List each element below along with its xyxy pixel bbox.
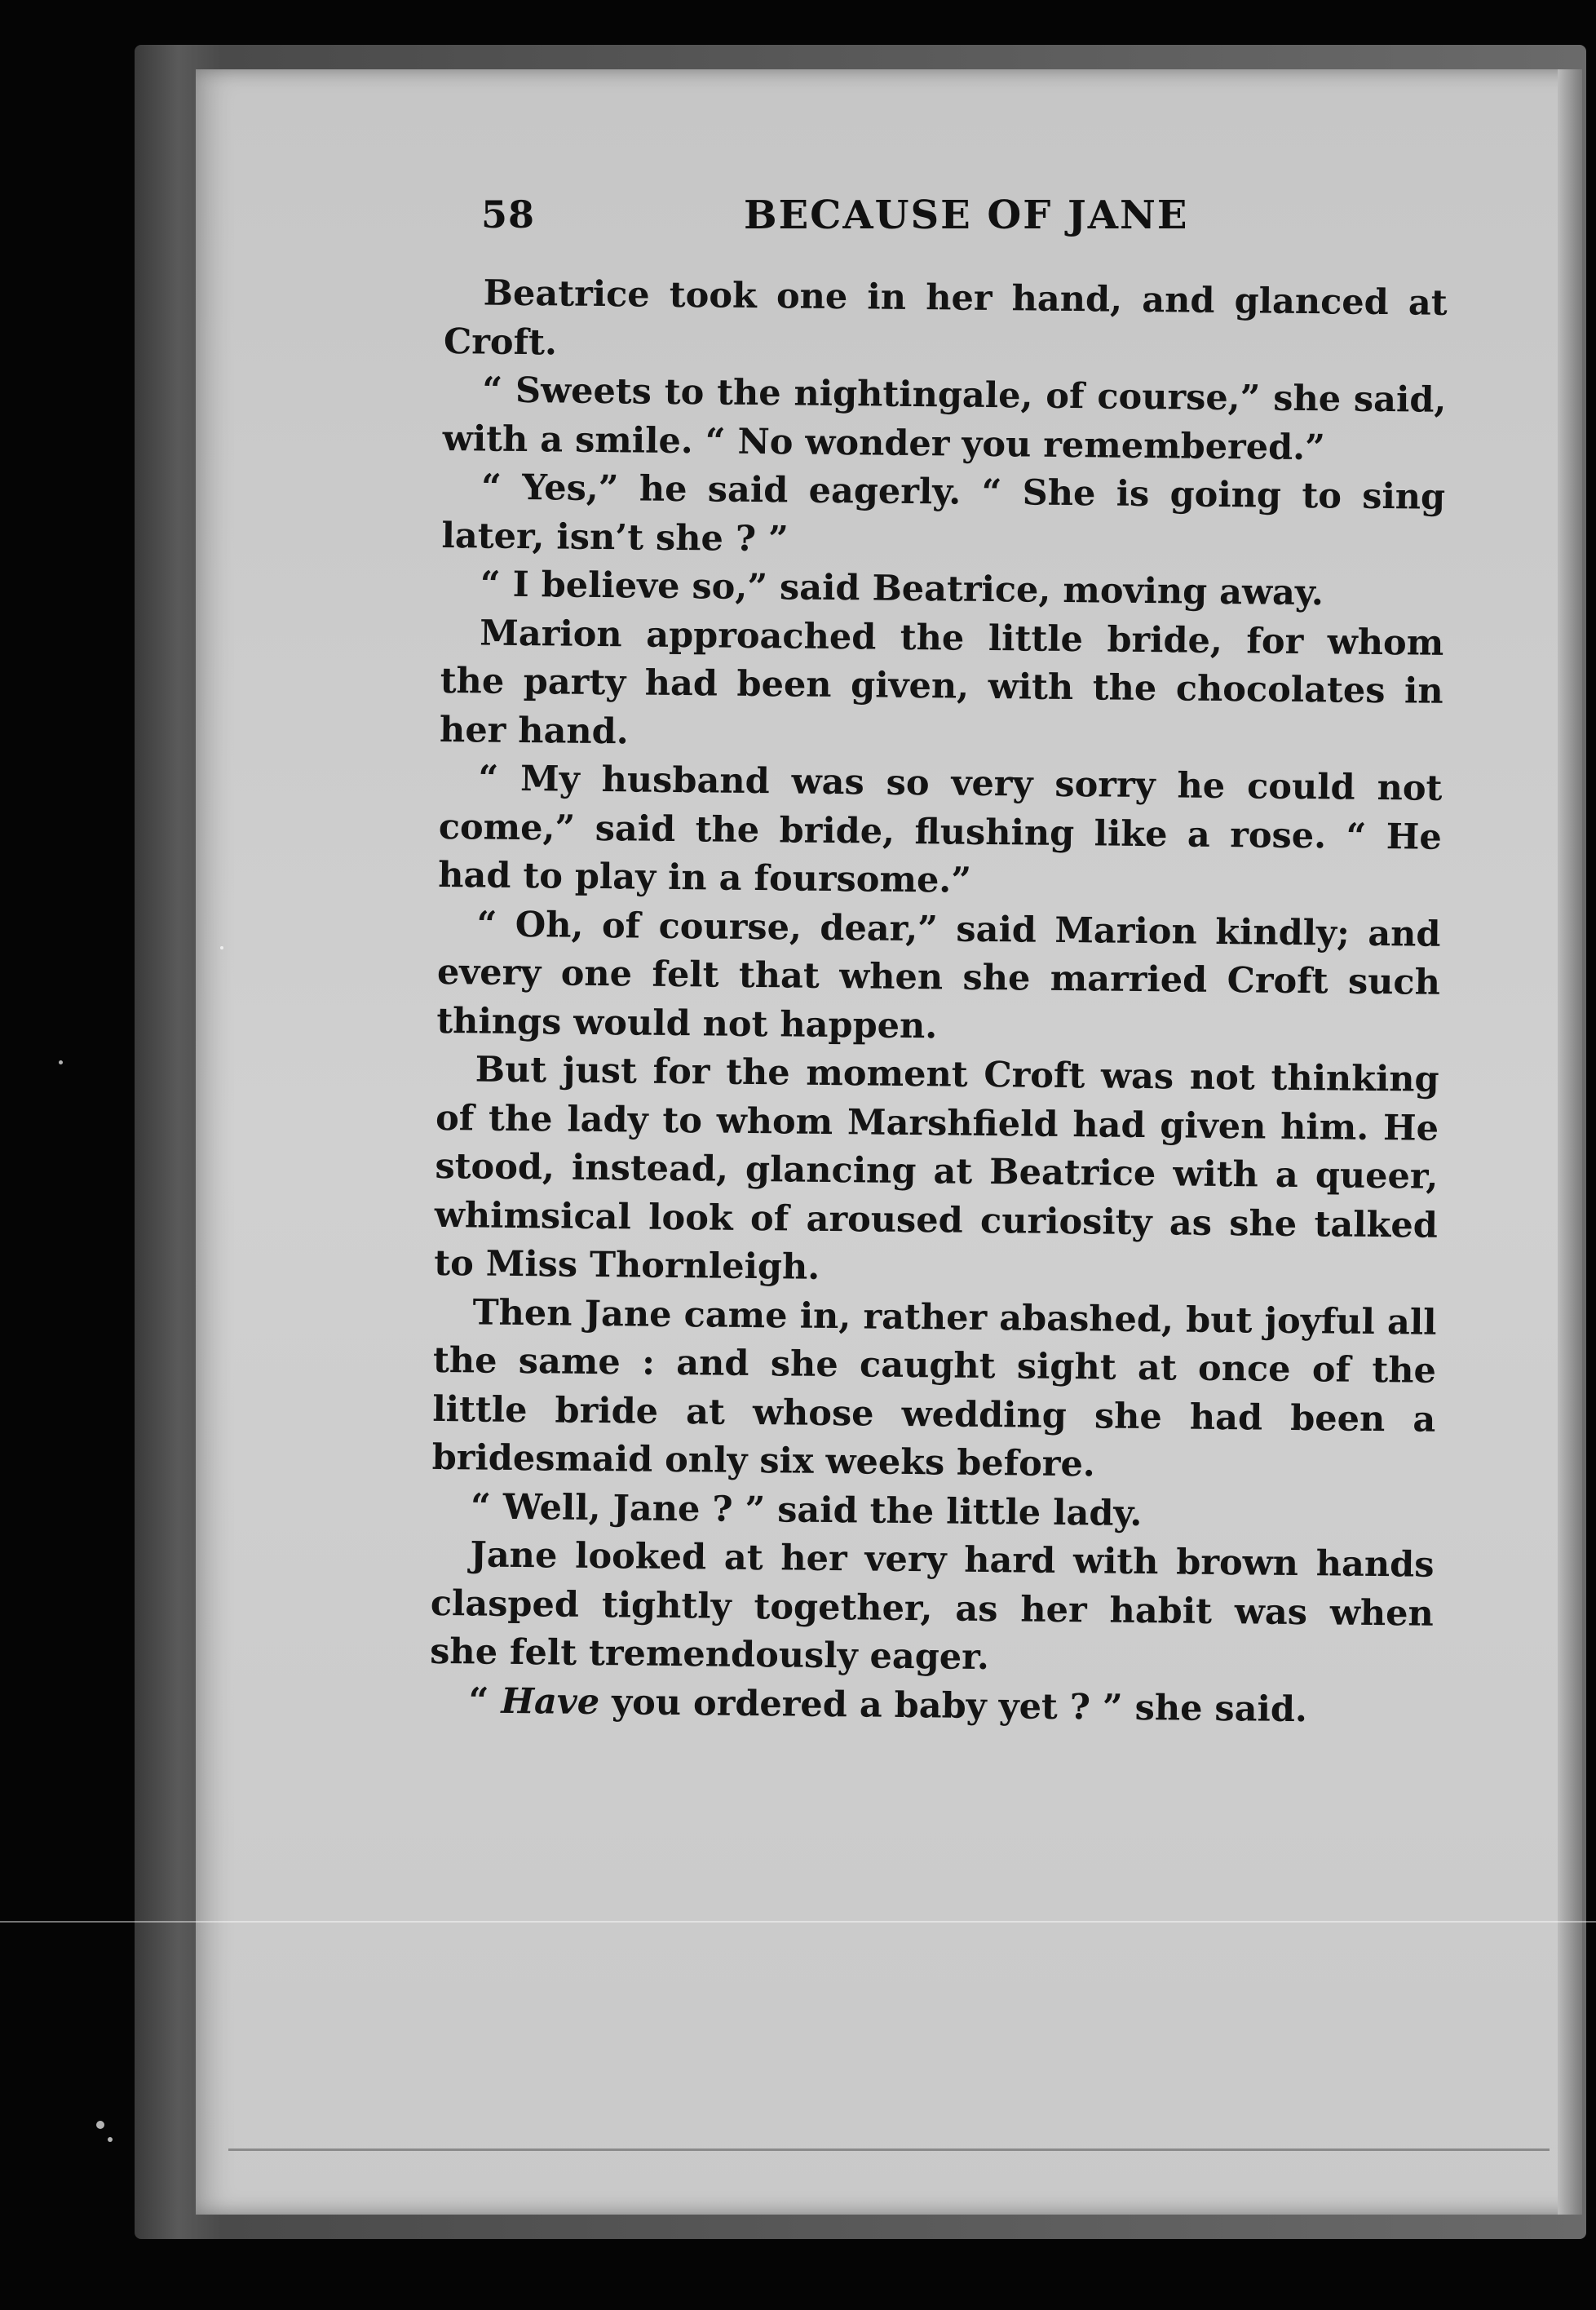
paragraph: “ I believe so,” said Beatrice, moving away.: [480, 564, 1324, 614]
page-edge: [1558, 69, 1582, 2215]
running-head: BECAUSE OF JANE: [744, 192, 1189, 238]
paragraph: “ Oh, of course, dear,” said Marion kindly; and every one felt that when she married Croft such things would not happen.: [436, 903, 1441, 1047]
paragraph: “ My husband was so very sorry he could not come,” said the bride, flushing like a rose. “ He had to play in a foursome.”: [437, 758, 1443, 901]
page-header: [481, 192, 1297, 250]
body-text: [429, 269, 1448, 1736]
paragraph: “ Yes,” he said eagerly. “ She is going to sing later, isn’t she ? ”: [441, 467, 1446, 560]
paragraph: Then Jane came in, rather abashed, but joyful all the same : and she caught sight at once of the little bride at whose wedding she had been a bridesmaid only six weeks before.: [431, 1291, 1437, 1485]
paragraph: “ Sweets to the nightingale, of course,” she said, with a smile. “ No wonder you remembered.”: [442, 370, 1447, 468]
dust-speck: [96, 2121, 104, 2129]
paragraph: Beatrice took one in her hand, and glanced at Croft.: [443, 272, 1448, 363]
page-number: 58: [481, 192, 536, 237]
page-bottom-rule: [228, 2148, 1550, 2151]
quote-open: “: [468, 1679, 502, 1722]
paragraph: Marion approached the little bride, for whom the party had been given, with the chocolates in her hand.: [439, 612, 1444, 752]
dust-speck: [59, 1060, 63, 1064]
paragraph: “ Well, Jane ? ” said the little lady.: [470, 1485, 1143, 1534]
paragraph: Jane looked at her very hard with brown hands clasped tightly together, as her habit was when she felt tremendously eager.: [429, 1534, 1435, 1679]
dust-speck: [220, 946, 223, 949]
paragraph-text: you ordered a baby yet ? ” she said.: [599, 1681, 1308, 1730]
emphasized-word: Have: [501, 1680, 600, 1723]
scan-artifact-line: [0, 1921, 1596, 1923]
dust-speck: [108, 2137, 113, 2142]
paragraph: But just for the moment Croft was not thinking of the lady to whom Marshfield had given him. He stood, instead, glancing at Beatrice with a queer, whimsical look of aroused curiosity as she talked to Miss Thornleigh.: [433, 1049, 1439, 1288]
